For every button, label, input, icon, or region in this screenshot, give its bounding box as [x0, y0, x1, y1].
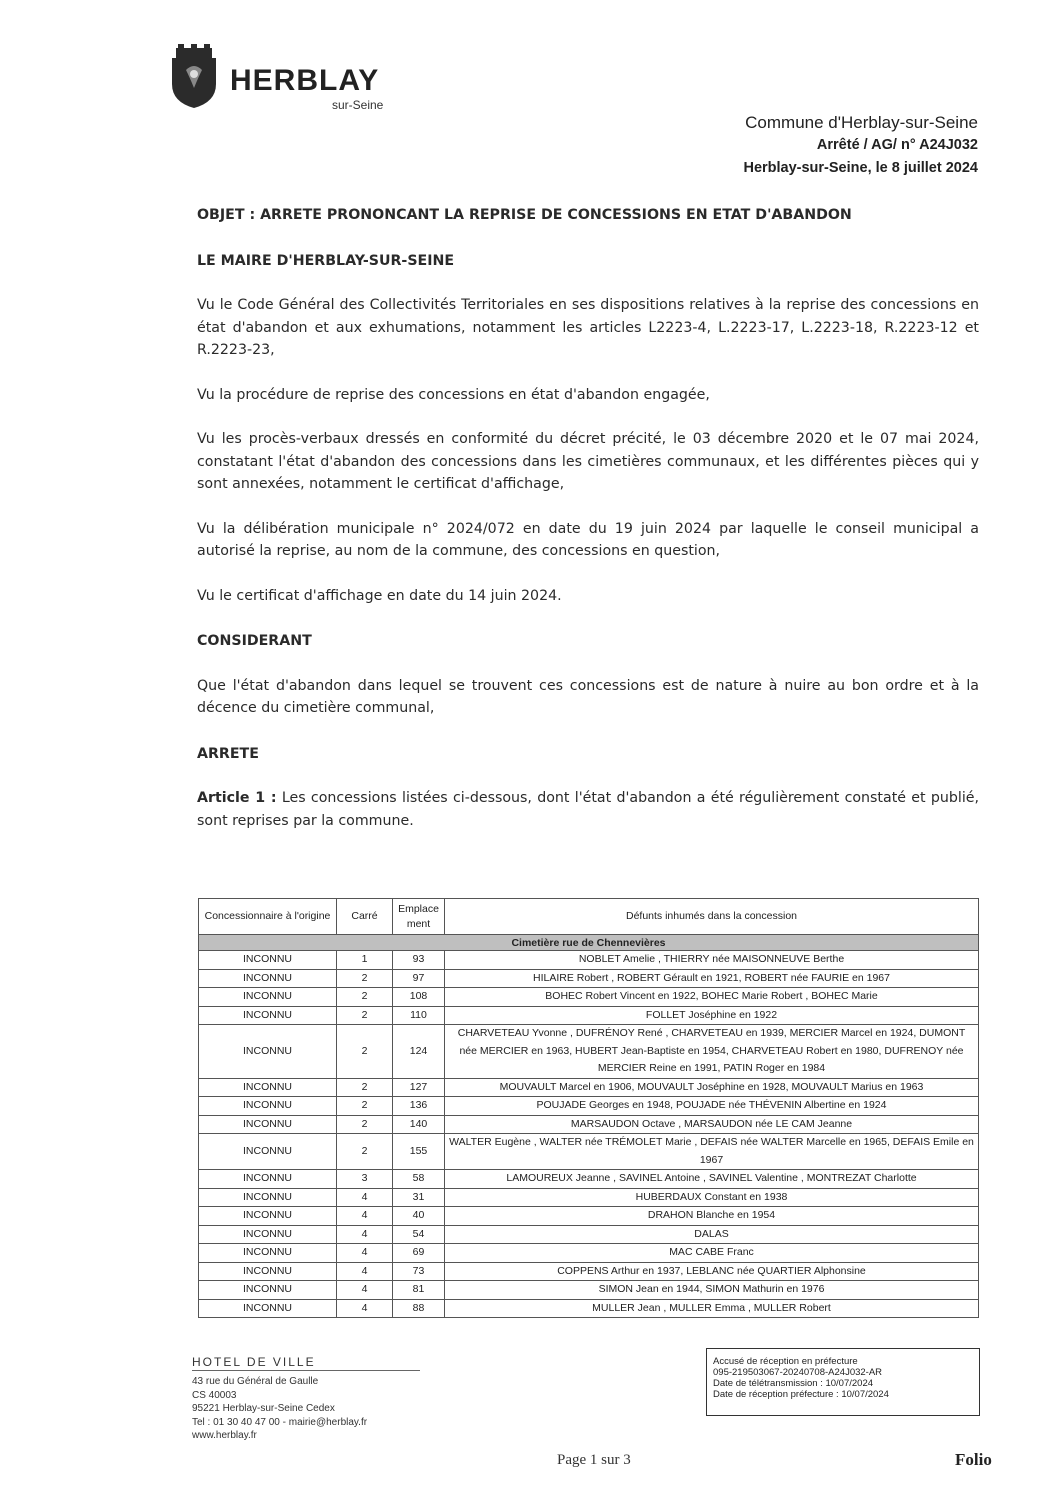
cell-concessionnaire: INCONNU: [199, 1188, 337, 1207]
section-label: Cimetière rue de Chennevières: [199, 935, 979, 951]
city-crest-icon: [166, 44, 222, 110]
col-header-emplacement: Emplace ment: [393, 899, 445, 935]
cell-emplacement: 40: [393, 1207, 445, 1226]
cell-carre: 4: [337, 1225, 393, 1244]
table-row: [199, 1170, 979, 1189]
cell-carre: 2: [337, 1115, 393, 1134]
cell-concessionnaire: INCONNU: [199, 1281, 337, 1300]
table-row: [199, 1244, 979, 1263]
cell-emplacement: 136: [393, 1097, 445, 1116]
table-row: [199, 1134, 979, 1170]
cell-carre: 2: [337, 1134, 393, 1170]
page-number: Page 1 sur 3: [557, 1452, 631, 1468]
prefecture-receipt-stamp: [706, 1348, 980, 1416]
document-date: Herblay-sur-Seine, le 8 juillet 2024: [743, 160, 978, 176]
cell-defunts: HUBERDAUX Constant en 1938: [445, 1188, 979, 1207]
cell-defunts: CHARVETEAU Yvonne , DUFRÉNOY René , CHARVETEAU en 1939, MERCIER Marcel en 1924, DUMONT née MERCIER en 1963, HUBERT Jean-Baptiste en 1954, CHARVETEAU Robert en 1980, DUFRENOY née MERCIER Reine en 1991, PATIN Roger en 1984: [445, 1025, 979, 1079]
cell-emplacement: 155: [393, 1134, 445, 1170]
section-row: [199, 935, 979, 951]
cell-defunts: WALTER Eugène , WALTER née TRÉMOLET Marie , DEFAIS née WALTER Marcelle en 1965, DEFAIS Emile en 1967: [445, 1134, 979, 1170]
cell-concessionnaire: INCONNU: [199, 1244, 337, 1263]
table-row: [199, 969, 979, 988]
cell-emplacement: 110: [393, 1006, 445, 1025]
footer-title: HOTEL DE VILLE: [192, 1355, 420, 1371]
vu-paragraph-3: Vu les procès-verbaux dressés en conformité du décret précité, le 03 décembre 2020 et le 07 mai 2024, constatant l'état d'abandon des concessions dans les cimetières communaux, et les différentes pièces qui y sont annexées, notamment le certificat d'affichage,: [197, 431, 979, 492]
cell-defunts: SIMON Jean en 1944, SIMON Mathurin en 1976: [445, 1281, 979, 1300]
concessions-table: [198, 898, 979, 1318]
cell-concessionnaire: INCONNU: [199, 1207, 337, 1226]
considerant-title: CONSIDERANT: [197, 633, 312, 649]
cell-carre: 2: [337, 1006, 393, 1025]
table-row: [199, 1188, 979, 1207]
cell-carre: 2: [337, 1025, 393, 1079]
cell-emplacement: 127: [393, 1078, 445, 1097]
cell-concessionnaire: INCONNU: [199, 1262, 337, 1281]
table-row: [199, 1225, 979, 1244]
cell-defunts: DALAS: [445, 1225, 979, 1244]
cell-concessionnaire: INCONNU: [199, 1006, 337, 1025]
table-row: [199, 1097, 979, 1116]
cell-carre: 4: [337, 1207, 393, 1226]
herblay-logo: [166, 44, 406, 116]
col-header-defunts: Défunts inhumés dans la concession: [445, 899, 979, 935]
document-header: [743, 112, 978, 180]
footer-address: [192, 1355, 420, 1443]
table-row: [199, 1078, 979, 1097]
vu-paragraph-4: Vu la délibération municipale n° 2024/072 en date du 19 juin 2024 par laquelle le conseil municipal a autorisé la reprise, au nom de la commune, des concessions en question,: [197, 520, 979, 559]
article-1: [197, 787, 979, 832]
commune-name: Commune d'Herblay-sur-Seine: [745, 113, 978, 132]
cell-carre: 2: [337, 988, 393, 1007]
cell-carre: 4: [337, 1299, 393, 1318]
folio-label: Folio: [955, 1450, 992, 1469]
cell-emplacement: 97: [393, 969, 445, 988]
table-row: [199, 1207, 979, 1226]
article-1-label: Article 1 :: [197, 790, 277, 806]
arrete-number: Arrêté / AG/ n° A24J032: [816, 137, 978, 153]
col-header-concessionnaire: Concessionnaire à l'origine: [199, 899, 337, 935]
table-row: [199, 988, 979, 1007]
cell-concessionnaire: INCONNU: [199, 1025, 337, 1079]
maire-title: LE MAIRE D'HERBLAY-SUR-SEINE: [197, 252, 455, 269]
cell-emplacement: 140: [393, 1115, 445, 1134]
cell-emplacement: 54: [393, 1225, 445, 1244]
cell-concessionnaire: INCONNU: [199, 988, 337, 1007]
cell-carre: 4: [337, 1281, 393, 1300]
cell-carre: 2: [337, 1078, 393, 1097]
cell-emplacement: 93: [393, 951, 445, 970]
cell-carre: 4: [337, 1262, 393, 1281]
cell-carre: 4: [337, 1188, 393, 1207]
cell-defunts: HILAIRE Robert , ROBERT Gérault en 1921, ROBERT née FAURIE en 1967: [445, 969, 979, 988]
footer-line: www.herblay.fr: [192, 1430, 257, 1441]
cell-carre: 1: [337, 951, 393, 970]
cell-defunts: LAMOUREUX Jeanne , SAVINEL Antoine , SAVINEL Valentine , MONTREZAT Charlotte: [445, 1170, 979, 1189]
table-row: [199, 1115, 979, 1134]
cell-defunts: BOHEC Robert Vincent en 1922, BOHEC Marie Robert , BOHEC Marie: [445, 988, 979, 1007]
footer-line: 95221 Herblay-sur-Seine Cedex: [192, 1403, 335, 1414]
cell-emplacement: 58: [393, 1170, 445, 1189]
cell-concessionnaire: INCONNU: [199, 969, 337, 988]
cell-emplacement: 31: [393, 1188, 445, 1207]
cell-defunts: FOLLET Joséphine en 1922: [445, 1006, 979, 1025]
cell-emplacement: 124: [393, 1025, 445, 1079]
cell-emplacement: 73: [393, 1262, 445, 1281]
cell-concessionnaire: INCONNU: [199, 1078, 337, 1097]
considerant-paragraph: Que l'état d'abandon dans lequel se trouvent ces concessions est de nature à nuire au bon ordre et à la décence du cimetière communal,: [197, 677, 979, 716]
footer-line: CS 40003: [192, 1389, 237, 1401]
cell-concessionnaire: INCONNU: [199, 1115, 337, 1134]
cell-carre: 2: [337, 969, 393, 988]
table-row: [199, 1281, 979, 1300]
cell-concessionnaire: INCONNU: [199, 1299, 337, 1318]
vu-paragraph-2: Vu la procédure de reprise des concessions en état d'abandon engagée,: [197, 386, 710, 403]
cell-defunts: MOUVAULT Marcel en 1906, MOUVAULT Joséphine en 1928, MOUVAULT Marius en 1963: [445, 1078, 979, 1097]
vu-paragraph-1: Vu le Code Général des Collectivités Territoriales en ses dispositions relatives à la reprise des concessions en état d'abandon et aux exhumations, notamment les articles L2223-4, L.2223-17, L.2223-18, R.2223-12 et R.2223-23,: [197, 297, 979, 358]
table-row: [199, 1262, 979, 1281]
cell-concessionnaire: INCONNU: [199, 951, 337, 970]
table-row: [199, 1006, 979, 1025]
cell-carre: 2: [337, 1097, 393, 1116]
footer-line: 43 rue du Général de Gaulle: [192, 1376, 319, 1387]
cell-carre: 4: [337, 1244, 393, 1263]
table-row: [199, 1299, 979, 1318]
cell-defunts: DRAHON Blanche en 1954: [445, 1207, 979, 1226]
cell-defunts: POUJADE Georges en 1948, POUJADE née THÉVENIN Albertine en 1924: [445, 1097, 979, 1116]
table-body: [199, 935, 979, 1318]
cell-defunts: COPPENS Arthur en 1937, LEBLANC née QUARTIER Alphonsine: [445, 1262, 979, 1281]
cell-defunts: NOBLET Amelie , THIERRY née MAISONNEUVE Berthe: [445, 951, 979, 970]
stamp-line: Date de réception préfecture : 10/07/2024: [713, 1389, 889, 1400]
cell-emplacement: 69: [393, 1244, 445, 1263]
cell-emplacement: 108: [393, 988, 445, 1007]
logo-subtitle: sur-Seine: [332, 98, 384, 112]
footer-line: Tel : 01 30 40 47 00 - mairie@herblay.fr: [192, 1416, 368, 1428]
table-row: [199, 951, 979, 970]
table-row: [199, 1025, 979, 1079]
table-header-row: [199, 899, 979, 935]
cell-carre: 3: [337, 1170, 393, 1189]
cell-emplacement: 81: [393, 1281, 445, 1300]
stamp-line: Date de télétransmission : 10/07/2024: [713, 1378, 874, 1389]
cell-defunts: MAC CABE Franc: [445, 1244, 979, 1263]
cell-concessionnaire: INCONNU: [199, 1097, 337, 1116]
vu-paragraph-5: Vu le certificat d'affichage en date du 14 juin 2024.: [197, 587, 562, 604]
cell-concessionnaire: INCONNU: [199, 1170, 337, 1189]
cell-concessionnaire: INCONNU: [199, 1225, 337, 1244]
cell-defunts: MARSAUDON Octave , MARSAUDON née LE CAM Jeanne: [445, 1115, 979, 1134]
stamp-line: Accusé de réception en préfecture: [713, 1356, 858, 1367]
logo-name: HERBLAY: [230, 64, 380, 97]
cell-defunts: MULLER Jean , MULLER Emma , MULLER Robert: [445, 1299, 979, 1318]
col-header-carre: Carré: [337, 899, 393, 935]
objet-title: OBJET : ARRETE PRONONCANT LA REPRISE DE CONCESSIONS EN ETAT D'ABANDON: [197, 207, 852, 223]
cell-emplacement: 88: [393, 1299, 445, 1318]
cell-concessionnaire: INCONNU: [199, 1134, 337, 1170]
stamp-line: 095-219503067-20240708-A24J032-AR: [713, 1367, 883, 1378]
article-1-text: Les concessions listées ci-dessous, dont l'état d'abandon a été régulièrement constaté et publié, sont reprises par la commune.: [197, 790, 979, 829]
document-body: [197, 204, 979, 832]
arrete-title: ARRETE: [197, 745, 259, 762]
